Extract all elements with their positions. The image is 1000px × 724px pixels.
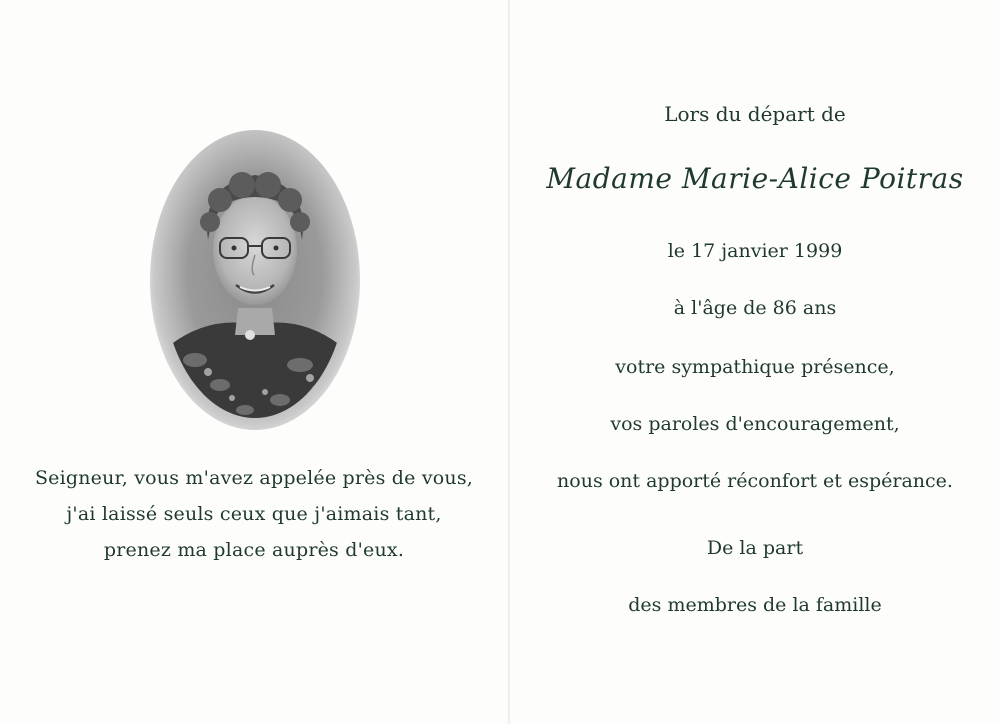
portrait-photo	[150, 130, 360, 430]
prayer-line-1: Seigneur, vous m'avez appelée près de vous,	[34, 467, 474, 489]
right-panel	[510, 0, 1000, 724]
signoff-line-1: De la part	[706, 537, 804, 559]
prayer-line-3: prenez ma place auprès d'eux.	[103, 539, 405, 561]
prayer-line-2: j'ai laissé seuls ceux que j'aimais tant,	[66, 503, 442, 525]
intro-text: Lors du départ de	[664, 102, 846, 126]
message-line-2: vos paroles d'encouragement,	[610, 413, 900, 435]
portrait-figure	[150, 130, 360, 430]
age-text: à l'âge de 86 ans	[673, 297, 837, 319]
death-date: le 17 janvier 1999	[667, 240, 843, 262]
message-line-1: votre sympathique présence,	[615, 356, 895, 378]
signoff-line-2: des membres de la famille	[628, 594, 882, 616]
message-line-3: nous ont apporté réconfort et espérance.	[557, 470, 953, 492]
deceased-name: Madame Marie-Alice Poitras	[546, 162, 964, 195]
